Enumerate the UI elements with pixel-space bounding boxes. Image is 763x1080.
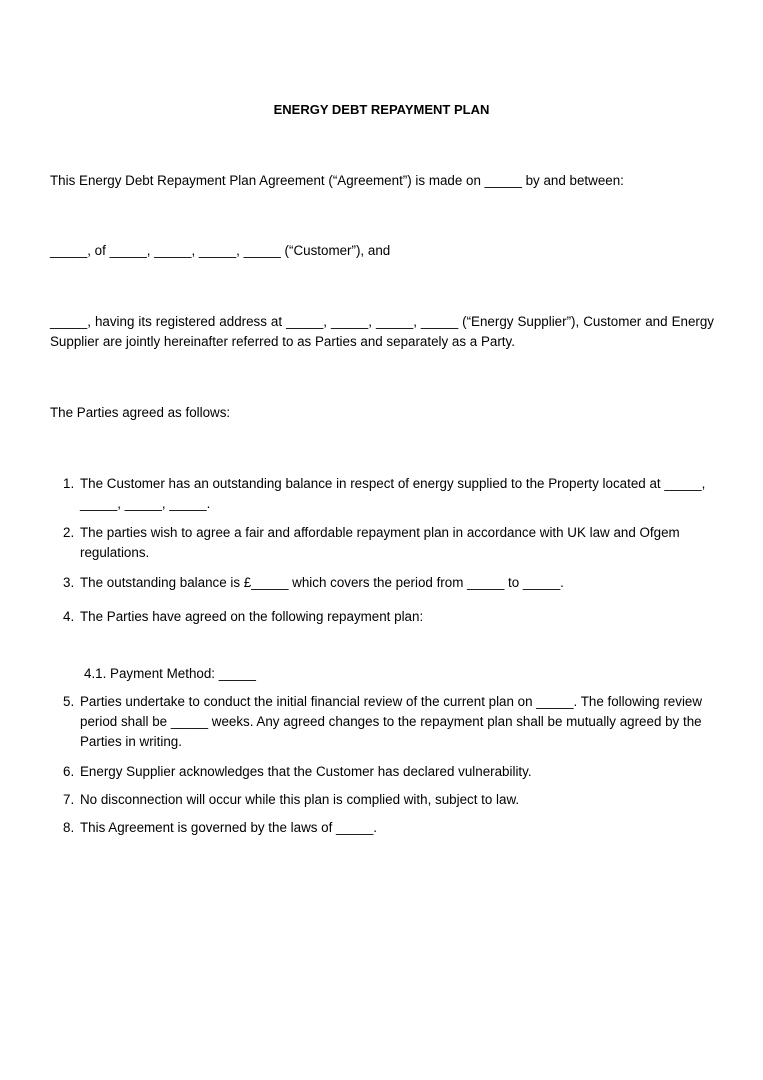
clause-text: The Customer has an outstanding balance in respect of energy supplied to the Property located at _____, _____, _____, _____. — [80, 476, 706, 511]
customer-details: _____, of _____, _____, _____, _____ (“Customer”), and — [50, 243, 391, 258]
clause-1 — [63, 474, 718, 514]
clause-number: 3. — [63, 575, 75, 590]
clause-number: 1. — [63, 476, 75, 491]
agreed-heading: The Parties agreed as follows: — [50, 405, 231, 420]
clause-number: 8. — [63, 820, 75, 835]
clause-number: 2. — [63, 525, 75, 540]
agreement-intro: This Energy Debt Repayment Plan Agreement (“Agreement”) is made on _____ by and between: — [50, 173, 624, 188]
clause-6 — [63, 762, 718, 782]
clause-number: 4. — [63, 609, 75, 624]
supplier-details: _____, having its registered address at _____, _____, _____, _____ (“Energy Supplier”), Customer and Energy Supplier are jointly hereinafter referred to as Parties and separately as a Party. — [50, 314, 714, 349]
clause-7 — [63, 790, 718, 810]
clause-3 — [63, 573, 718, 593]
clause-text: Energy Supplier acknowledges that the Customer has declared vulnerability. — [80, 764, 532, 779]
clause-5 — [63, 692, 718, 752]
clause-text: No disconnection will occur while this plan is complied with, subject to law. — [80, 792, 520, 807]
clause-number: 6. — [63, 764, 75, 779]
clause-8 — [63, 818, 718, 838]
clause-text: The outstanding balance is £_____ which covers the period from _____ to _____. — [80, 575, 564, 590]
clause-number: 7. — [63, 792, 75, 807]
clause-text: This Agreement is governed by the laws of _____. — [80, 820, 377, 835]
clause-text: The parties wish to agree a fair and affordable repayment plan in accordance with UK law and Ofgem regulations. — [80, 525, 680, 560]
document-title: ENERGY DEBT REPAYMENT PLAN — [273, 102, 490, 117]
clause-4 — [63, 607, 718, 627]
clause-number: 5. — [63, 694, 75, 709]
clause-text: The Parties have agreed on the following repayment plan: — [80, 609, 424, 624]
clause-2 — [63, 523, 718, 563]
clause-text: Parties undertake to conduct the initial financial review of the current plan on _____. The following review period shall be _____ weeks. Any agreed changes to the repayment plan shall be mutually agreed by the Parties in writing. — [80, 694, 703, 749]
clause-4-1-payment-method: 4.1. Payment Method: _____ — [84, 666, 256, 681]
